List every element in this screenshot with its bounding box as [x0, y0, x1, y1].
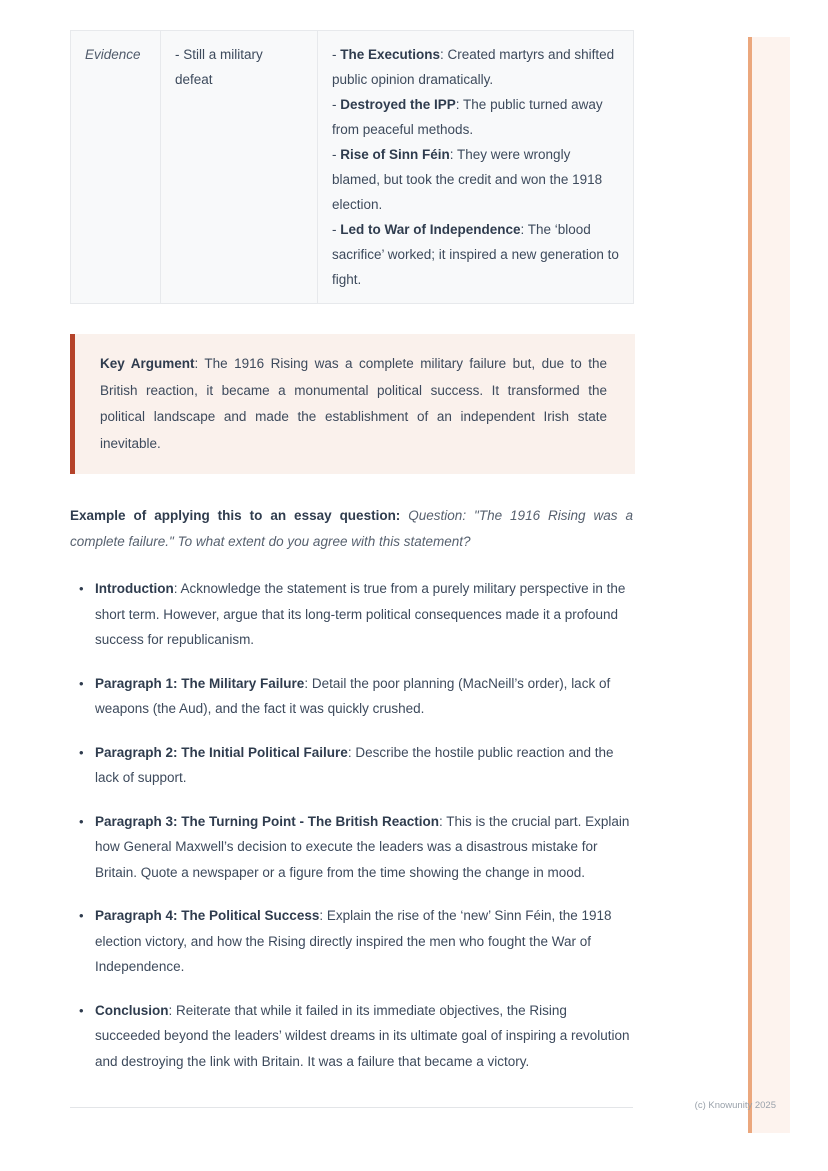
- decorative-side-stripe: [748, 37, 790, 1133]
- essay-structure-list: [70, 576, 633, 1074]
- essay-example-paragraph: [70, 503, 633, 555]
- evidence-item: - The Executions: Created martyrs and shifted public opinion dramatically.: [332, 47, 615, 87]
- list-item-paragraph-3: • Paragraph 3: The Turning Point - The British Reaction: This is the crucial part. Explain how General Maxwell’s decision to execute the leaders was a disastrous mistake for Britain. Quote a newspaper or a figure from the time showing the change in mood.: [70, 809, 633, 886]
- key-argument-text: : The 1916 Rising was a complete military failure but, due to the British reaction, it became a monumental political success. It transformed the political landscape and made the establishment of an independent Irish state inevitable.: [100, 356, 608, 451]
- essay-example-question: Question: "The 1916 Rising was a complete failure." To what extent do you agree with this statement?: [70, 508, 634, 549]
- list-item-paragraph-4: • Paragraph 4: The Political Success: Explain the rise of the ‘new’ Sinn Féin, the 1918 election victory, and how the Rising directly inspired the men who fought the War of Independence.: [70, 903, 633, 980]
- key-argument-callout: [70, 334, 635, 474]
- table-cell-counterpoint: - Still a military defeat: [161, 31, 318, 304]
- page-content: [70, 0, 635, 1108]
- key-argument-label: Key Argument: [100, 356, 195, 371]
- copyright-footer: (c) Knowunity 2025: [694, 1100, 776, 1111]
- essay-example-lead: Example of applying this to an essay question:: [70, 508, 409, 523]
- list-item-introduction: • Introduction: Acknowledge the statement is true from a purely military perspective in the short term. However, argue that its long-term political consequences made it a profound success for republicanism.: [70, 576, 633, 653]
- list-item-conclusion: • Conclusion: Reiterate that while it failed in its immediate objectives, the Rising succeeded beyond the leaders’ wildest dreams in its ultimate goal of inspiring a revolution and destroying the link with Britain. It was a failure that became a victory.: [70, 998, 633, 1075]
- evidence-item: - Destroyed the IPP: The public turned away from peaceful methods.: [332, 97, 603, 137]
- list-item-paragraph-1: • Paragraph 1: The Military Failure: Detail the poor planning (MacNeill’s order), lack of weapons (the Aud), and the fact it was quickly crushed.: [70, 671, 633, 722]
- list-item-paragraph-2: • Paragraph 2: The Initial Political Failure: Describe the hostile public reaction and the lack of support.: [70, 740, 633, 791]
- evidence-item: - Rise of Sinn Féin: They were wrongly blamed, but took the credit and won the 1918 election.: [332, 147, 603, 212]
- table-row: [71, 31, 634, 304]
- evidence-item: - Led to War of Independence: The ‘blood sacrifice’ worked; it inspired a new generation to fight.: [332, 222, 619, 287]
- table-cell-evidence-list: [318, 31, 634, 304]
- table-cell-row-label: Evidence: [71, 31, 161, 304]
- evidence-table: [70, 30, 634, 304]
